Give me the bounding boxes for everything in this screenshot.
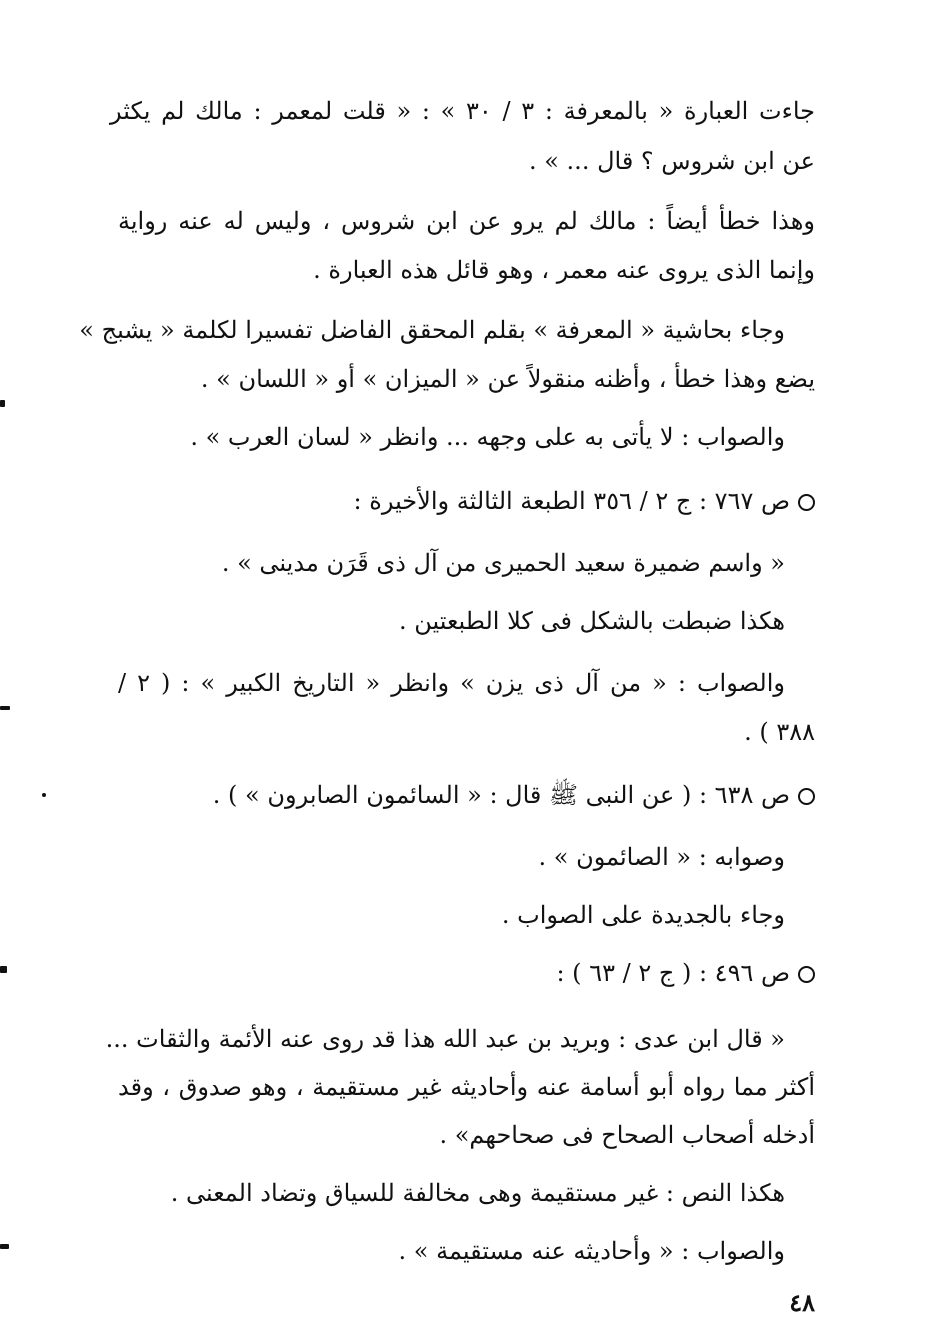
- text-line: وجاء بحاشية « المعرفة » بقلم المحقق الفاضل تفسيرا لكلمة « يشبج »: [79, 316, 785, 344]
- scan-mark: [0, 966, 7, 973]
- text-line: وإنما الذى يروى عنه معمر ، وهو قائل هذه العبارة .: [313, 256, 815, 284]
- text-line: والصواب : « وأحاديثه عنه مستقيمة » .: [398, 1237, 785, 1265]
- page-number: ٤٨: [789, 1288, 815, 1317]
- text-line: ٣٨٨ ) .: [744, 718, 815, 746]
- text-line: هكذا النص : غير مستقيمة وهى مخالفة للسياق وتضاد المعنى .: [170, 1179, 785, 1207]
- entry-heading-text: ص ٦٣٨ : ( عن النبى ﷺ قال : « السائمون الصابرون » ) .: [212, 781, 790, 809]
- text-line: والصواب : لا يأتى به على وجهه ... وانظر « لسان العرب » .: [190, 423, 785, 451]
- entry-heading: [213, 778, 815, 812]
- circle-bullet-icon: [798, 494, 815, 511]
- scan-mark: [42, 793, 46, 797]
- text-line: وصوابه : « الصائمون » .: [538, 843, 785, 871]
- text-line: وجاء بالجديدة على الصواب .: [501, 901, 785, 929]
- entry-heading-text: ص ٧٦٧ : ج ٢ / ٣٥٦ الطبعة الثالثة والأخيرة :: [353, 487, 790, 515]
- entry-heading: [556, 956, 815, 990]
- text-line: جاءت العبارة « بالمعرفة : ٣ / ٣٠ » : « قلت لمعمر : مالك لم يكثر: [110, 97, 816, 125]
- circle-bullet-icon: [798, 788, 815, 805]
- text-line: « واسم ضميرة سعيد الحميرى من آل ذى قَرَن مدينى » .: [221, 549, 785, 577]
- text-line: عن ابن شروس ؟ قال ... » .: [528, 147, 815, 175]
- text-line: يضع وهذا خطأ ، وأظنه منقولاً عن « الميزان » أو « اللسان » .: [200, 365, 815, 393]
- scan-mark: [0, 400, 5, 407]
- text-line: هكذا ضبطت بالشكل فى كلا الطبعتين .: [398, 607, 785, 635]
- text-line: أدخله أصحاب الصحاح فى صحاحهم» .: [439, 1121, 815, 1149]
- entry-heading-text: ص ٤٩٦ : ( ج ٢ / ٦٣ ) :: [556, 959, 790, 987]
- text-line: والصواب : « من آل ذى يزن » وانظر « التاريخ الكبير » : ( ٢ /: [118, 669, 785, 697]
- circle-bullet-icon: [798, 966, 815, 983]
- text-line: « قال ابن عدى : وبريد بن عبد الله هذا قد روى عنه الأئمة والثقات ...: [105, 1025, 785, 1053]
- text-line: وهذا خطأ أيضاً : مالك لم يرو عن ابن شروس ، وليس له عنه رواية: [118, 207, 815, 235]
- text-line: أكثر مما رواه أبو أسامة عنه وأحاديثه غير مستقيمة ، وهو صدوق ، وقد: [118, 1073, 815, 1101]
- entry-heading: [354, 484, 815, 518]
- scan-mark: [0, 1244, 9, 1249]
- scan-mark: [0, 706, 10, 710]
